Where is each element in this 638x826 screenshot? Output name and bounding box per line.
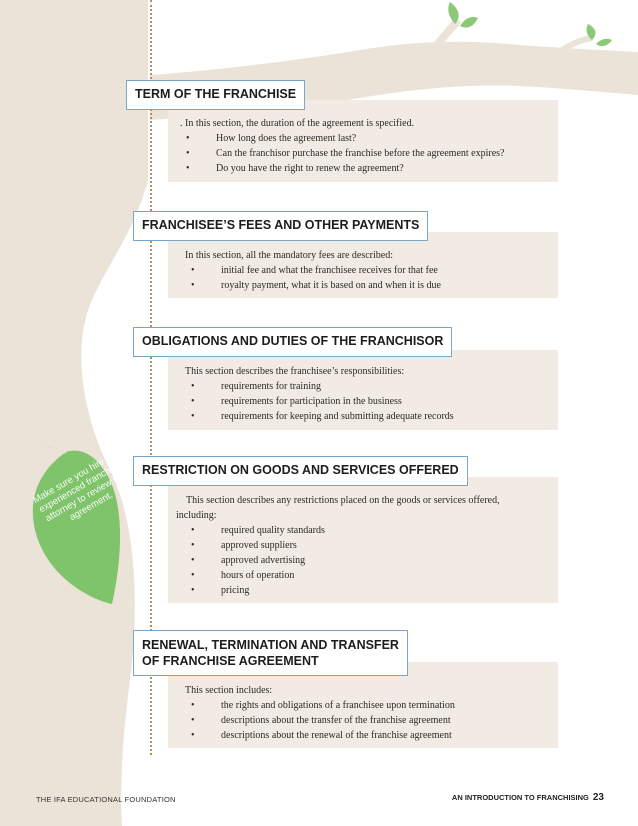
section-title-obligations: OBLIGATIONS AND DUTIES OF THE FRANCHISOR — [133, 327, 452, 357]
bullet-list — [180, 131, 552, 176]
section-body-renewal — [185, 683, 553, 743]
bullet-list — [185, 523, 554, 598]
section-intro: This section describes the franchisee’s responsibilities: — [185, 366, 405, 377]
list-item: • Can the franchisor purchase the franchise before the agreement expires? — [180, 146, 552, 161]
list-item: • Do you have the right to renew the agreement? — [180, 161, 552, 176]
list-item: • requirements for keeping and submitting adequate records — [185, 409, 553, 424]
list-item: • initial fee and what the franchisee receives for that fee — [185, 263, 553, 278]
section-intro-continued: including: — [176, 510, 217, 521]
list-item: • requirements for training — [185, 379, 553, 394]
bullet-list — [185, 379, 553, 424]
section-intro: . In this section, the duration of the agreement is specified. — [180, 118, 415, 129]
list-item: • royalty payment, what it is based on and when it is due — [185, 278, 553, 293]
footer-book-title: AN INTRODUCTION TO FRANCHISING 23 — [451, 792, 604, 803]
list-item: • descriptions about the renewal of the franchise agreement — [185, 728, 553, 743]
bullet-list — [185, 698, 553, 743]
list-item: • requirements for participation in the business — [185, 394, 553, 409]
list-item: • hours of operation — [185, 568, 554, 583]
tree-trunk — [0, 0, 148, 826]
section-intro: This section includes: — [185, 685, 273, 696]
list-item: • the rights and obligations of a franchisee upon termination — [185, 698, 553, 713]
list-item: • descriptions about the transfer of the franchise agreement — [185, 713, 553, 728]
footer-organization: THE IFA EDUCATIONAL FOUNDATION — [36, 795, 176, 804]
list-item: • How long does the agreement last? — [180, 131, 552, 146]
section-body-obligations — [185, 364, 553, 424]
list-item: • approved suppliers — [185, 538, 554, 553]
section-body-fees — [185, 248, 553, 293]
leaf-note: Make sure you hire an experienced franchise attorney to review the agreement. — [31, 449, 128, 525]
section-title-term: TERM OF THE FRANCHISE — [126, 80, 305, 110]
section-title-fees: FRANCHISEE’S FEES AND OTHER PAYMENTS — [133, 211, 428, 241]
section-title-restrictions: RESTRICTION ON GOODS AND SERVICES OFFERED — [133, 456, 468, 486]
page-number: 23 — [592, 792, 604, 803]
section-title-renewal: RENEWAL, TERMINATION AND TRANSFER OF FRANCHISE AGREEMENT — [133, 630, 408, 676]
list-item: • approved advertising — [185, 553, 554, 568]
bullet-list — [185, 263, 553, 293]
section-body-restrictions — [176, 493, 554, 598]
section-intro: In this section, all the mandatory fees are described: — [185, 250, 393, 261]
list-item: • required quality standards — [185, 523, 554, 538]
section-intro: This section describes any restrictions placed on the goods or services offered, — [186, 495, 500, 506]
section-body-term — [180, 116, 552, 176]
list-item: • pricing — [185, 583, 554, 598]
